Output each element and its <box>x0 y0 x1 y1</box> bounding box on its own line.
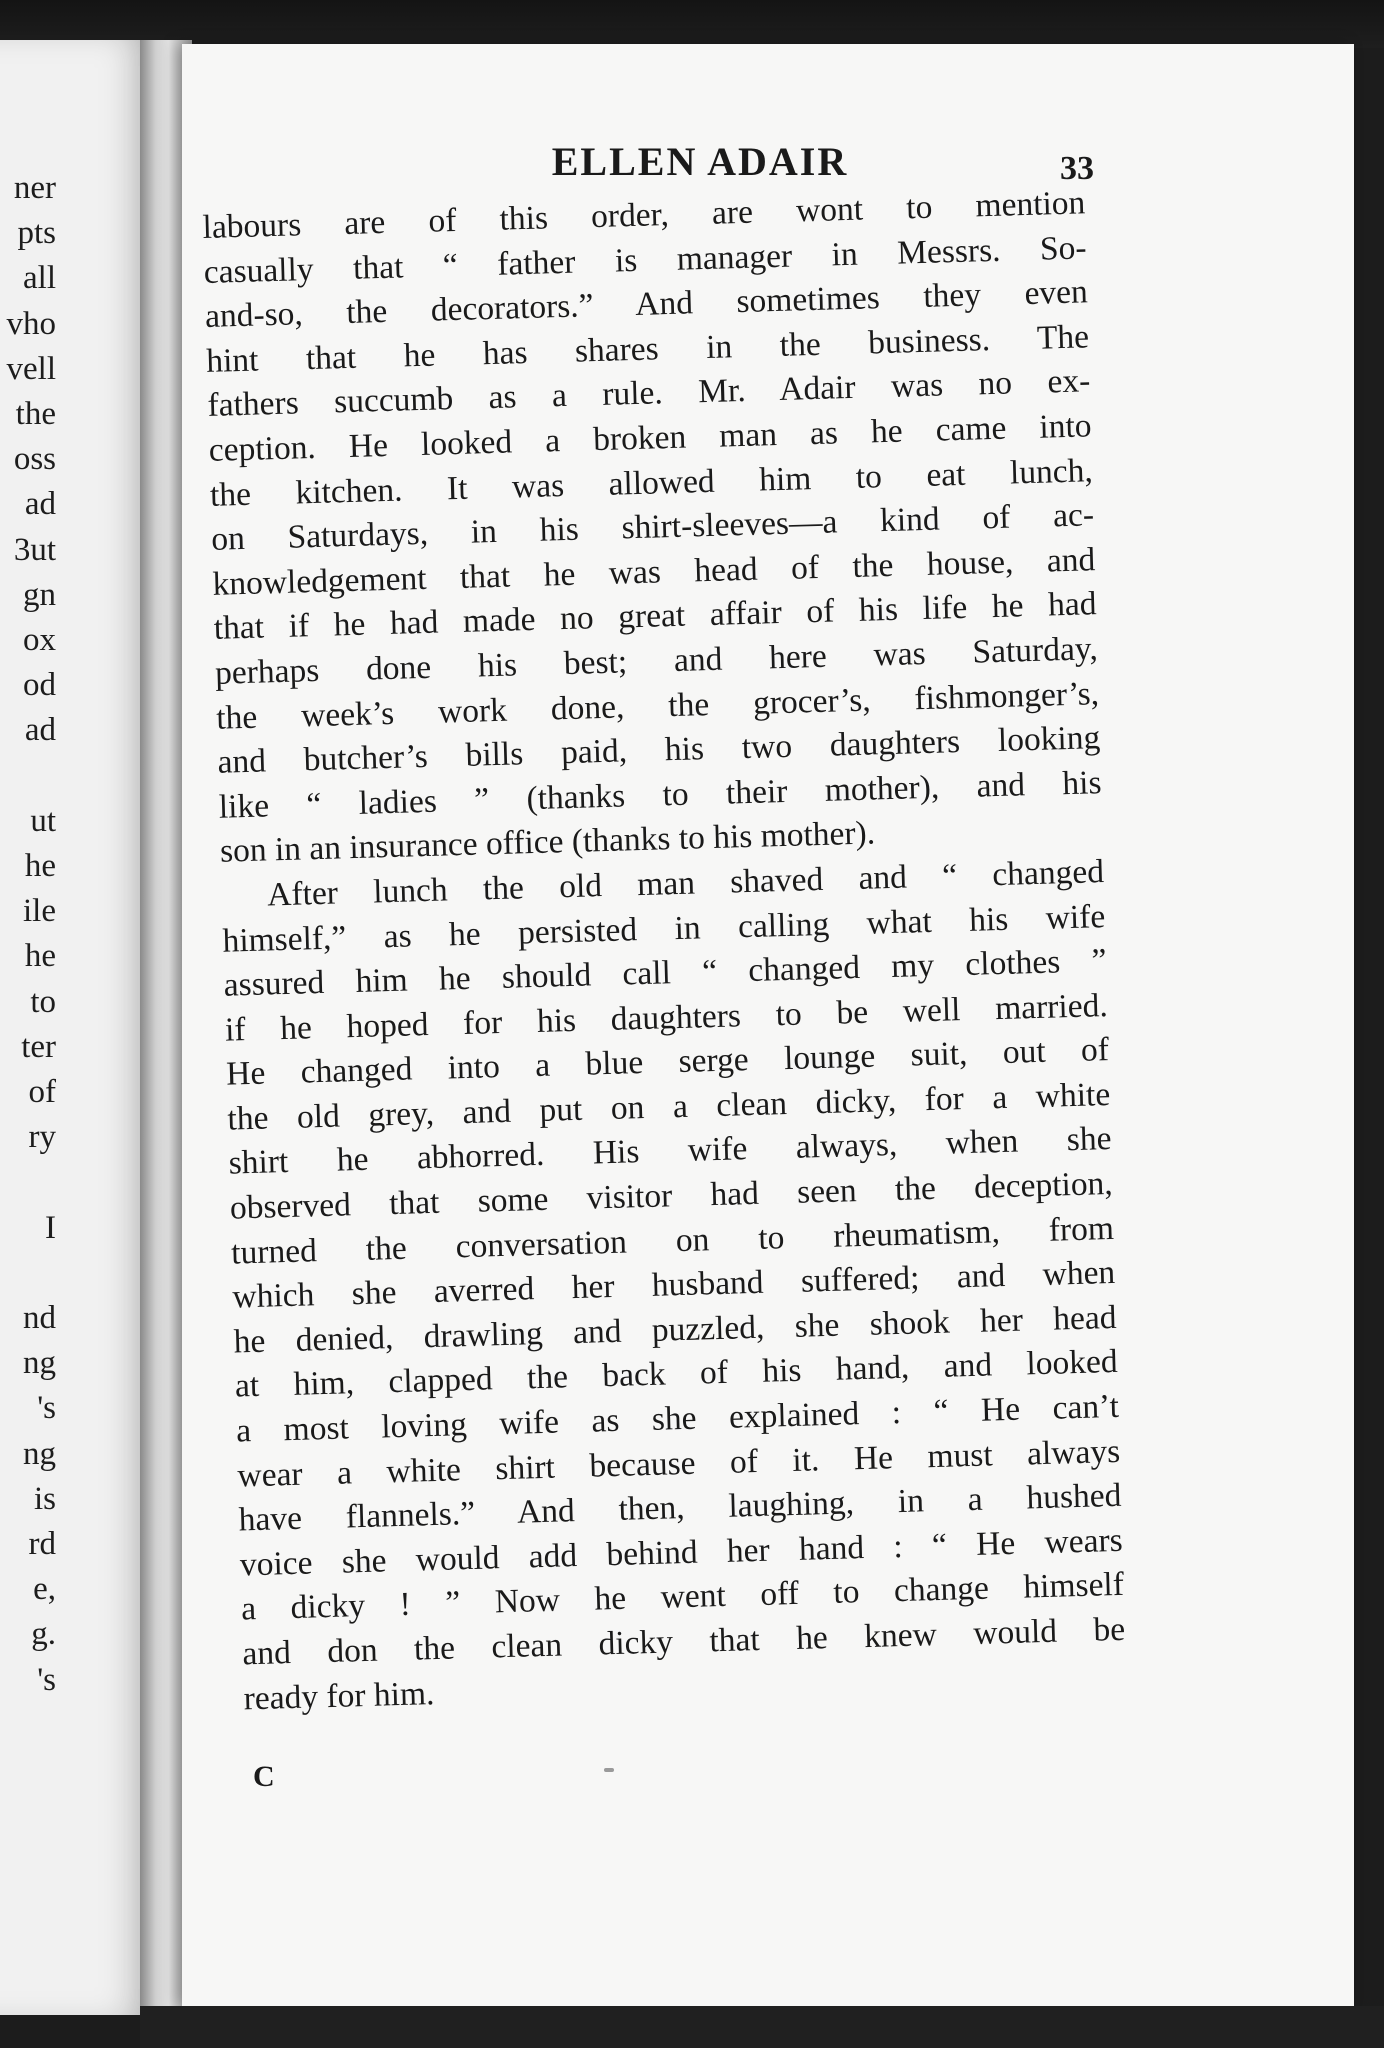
previous-page-fragment: 3ut <box>13 531 56 568</box>
text-line: perhaps done his best; and here was Saturday, <box>214 630 1099 692</box>
previous-page-fragment: od <box>23 667 56 704</box>
previous-page-fragment: of <box>28 1074 56 1110</box>
previous-page-fragment: ry <box>28 1119 56 1156</box>
text-line: the kitchen. It was allowed him to eat lunch, <box>209 451 1094 514</box>
text-line: have flannels.” And then, laughing, in a hushed <box>238 1477 1122 1539</box>
previous-page-fragment: ad <box>24 712 56 749</box>
text-line: the old grey, and put on a clean dicky, for a white <box>226 1075 1111 1138</box>
text-line: which she averred her husband suffered; and when <box>231 1254 1116 1316</box>
text-line: and-so, the decorators.” And sometimes they even <box>204 273 1089 336</box>
previous-page-fragment: rd <box>28 1526 56 1562</box>
text-line: he denied, drawling and puzzled, she shook her head <box>233 1298 1117 1361</box>
previous-page-fragment: ile <box>23 893 56 930</box>
text-line: himself,” as he persisted in calling what his wife <box>222 897 1106 960</box>
previous-page-fragment: he <box>24 938 56 975</box>
previous-page-fragment: nd <box>23 1300 56 1336</box>
text-line: knowledgement that he was head of the house, and <box>212 540 1096 603</box>
text-line: observed that some visitor had seen the deception, <box>229 1165 1114 1227</box>
text-line: on Saturdays, in his shirt-sleeves—a kind of ac- <box>210 496 1095 559</box>
text-line: and don the clean dicky that he knew would be <box>241 1610 1126 1673</box>
previous-page-fragment: ad <box>24 486 56 523</box>
text-line: casually that “ father is manager in Messrs. So- <box>203 228 1088 291</box>
previous-page-fragment: ng <box>23 1345 56 1382</box>
book-page <box>182 44 1354 2006</box>
text-line-paragraph-start: After lunch the old man shaved and “ changed <box>266 852 1105 914</box>
previous-page-fragment: ox <box>23 622 56 658</box>
text-line: fathers succumb as a rule. Mr. Adair was no ex- <box>207 362 1091 425</box>
body-text <box>202 181 1127 1721</box>
previous-page-fragment: ut <box>30 802 56 839</box>
text-line: He changed into a blue serge lounge suit, out of <box>225 1031 1110 1093</box>
text-line: a dicky ! ” Now he went off to change himself <box>240 1566 1125 1628</box>
running-head: ELLEN ADAIR <box>551 139 849 184</box>
previous-page-fragment: ng <box>23 1435 56 1472</box>
text-line: a most loving wife as she explained : “ He can’t <box>235 1387 1120 1450</box>
previous-page-fragment: is <box>33 1480 56 1517</box>
text-line: shirt he abhorred. His wife always, when she <box>228 1120 1112 1183</box>
previous-page-fragment: g. <box>31 1616 56 1653</box>
previous-page-fragment: vho <box>6 305 56 342</box>
scan-top-border <box>0 0 1384 48</box>
page-number: 33 <box>1060 150 1094 187</box>
text-line: hint that he has shares in the business. The <box>205 318 1090 380</box>
previous-page-fragment: e, <box>33 1571 56 1608</box>
text-line: and butcher’s bills paid, his two daughters looking <box>217 719 1101 781</box>
previous-page-fragment: all <box>23 260 56 297</box>
signature-mark: C <box>253 1760 275 1793</box>
scan-bottom-border <box>140 2006 1384 2048</box>
previous-page-fragment: 's <box>37 1390 56 1427</box>
text-line: ception. He looked a broken man as he came into <box>208 407 1092 469</box>
previous-page-fragment: pts <box>17 215 56 252</box>
text-line: labours are of this order, are wont to mention <box>202 184 1086 246</box>
previous-page-fragment: ter <box>21 1028 56 1065</box>
text-line: assured him he should call “ changed my clothes ” <box>223 942 1107 1004</box>
previous-page-edge <box>0 40 152 2015</box>
previous-page-fragment: gn <box>23 576 56 613</box>
previous-page-fragment: ner <box>13 170 56 206</box>
text-line: turned the conversation on to rheumatism, from <box>230 1209 1115 1272</box>
previous-page-fragment: vell <box>6 350 56 387</box>
text-line: like “ ladies ” (thanks to their mother), and his <box>218 763 1102 826</box>
previous-page-fragment: 's <box>37 1661 56 1698</box>
previous-page-fragment: he <box>24 848 56 884</box>
text-line: wear a white shirt because of it. He must always <box>236 1432 1121 1495</box>
previous-page-fragment: the <box>15 396 56 432</box>
ink-smudge <box>604 1768 614 1772</box>
text-line: at him, clapped the back of his hand, and looked <box>234 1343 1119 1405</box>
text-line-paragraph-end: son in an insurance office (thanks to his mother). <box>219 814 876 871</box>
text-line: voice she would add behind her hand : “ He wears <box>239 1521 1124 1584</box>
text-line-paragraph-end: ready for him. <box>243 1674 435 1718</box>
text-line: if he hoped for his daughters to be well married. <box>224 986 1109 1049</box>
text-line: the week’s work done, the grocer’s, fishmonger’s, <box>215 674 1100 737</box>
previous-page-fragment: to <box>30 983 56 1020</box>
text-line: that if he had made no great affair of his life he had <box>213 585 1097 648</box>
previous-page-fragment: oss <box>13 441 56 478</box>
previous-page-fragment: I <box>45 1209 56 1246</box>
